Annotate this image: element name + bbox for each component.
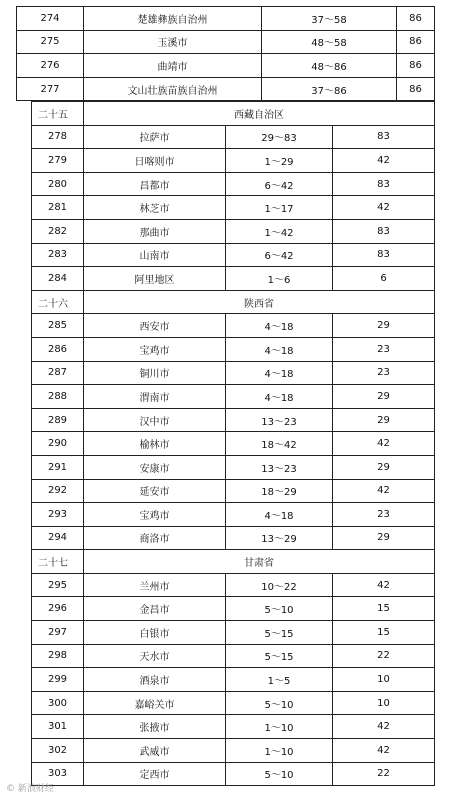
row-number: 295 <box>32 573 84 597</box>
range-value: 48～58 <box>262 30 397 54</box>
range-value: 5～10 <box>226 691 333 715</box>
city-name: 山南市 <box>84 243 226 267</box>
city-name: 定西市 <box>84 762 226 786</box>
row-number: 289 <box>32 408 84 432</box>
range-value: 48～86 <box>262 54 397 78</box>
city-name: 延安市 <box>84 479 226 503</box>
count-value: 10 <box>333 691 435 715</box>
table-row <box>17 77 435 101</box>
section-name: 陕西省 <box>84 290 435 314</box>
count-value: 23 <box>333 361 435 385</box>
range-value: 1～10 <box>226 715 333 739</box>
row-number: 275 <box>17 30 84 54</box>
count-value: 23 <box>333 337 435 361</box>
city-name: 汉中市 <box>84 408 226 432</box>
table-row <box>32 172 435 196</box>
table-row <box>32 762 435 786</box>
count-value: 29 <box>333 526 435 550</box>
city-name: 拉萨市 <box>84 125 226 149</box>
range-value: 1～17 <box>226 196 333 220</box>
province-table-main <box>31 101 435 786</box>
table-row <box>32 597 435 621</box>
row-number: 293 <box>32 503 84 527</box>
city-name: 文山壮族苗族自治州 <box>84 77 262 101</box>
row-number: 285 <box>32 314 84 338</box>
table-row <box>32 526 435 550</box>
range-value: 18～42 <box>226 432 333 456</box>
table-row <box>32 573 435 597</box>
city-name: 玉溪市 <box>84 30 262 54</box>
city-name: 宝鸡市 <box>84 337 226 361</box>
range-value: 6～42 <box>226 172 333 196</box>
table-row <box>32 503 435 527</box>
row-number: 280 <box>32 172 84 196</box>
row-number: 284 <box>32 267 84 291</box>
table-row <box>17 30 435 54</box>
row-number: 301 <box>32 715 84 739</box>
count-value: 22 <box>333 762 435 786</box>
table-row <box>17 7 435 31</box>
range-value: 5～15 <box>226 644 333 668</box>
section-number: 二十七 <box>32 550 84 574</box>
table-row <box>32 739 435 763</box>
row-number: 281 <box>32 196 84 220</box>
city-name: 昌都市 <box>84 172 226 196</box>
section-header-row <box>32 102 435 126</box>
section-name: 西藏自治区 <box>84 102 435 126</box>
range-value: 1～42 <box>226 219 333 243</box>
count-value: 42 <box>333 479 435 503</box>
range-value: 13～23 <box>226 408 333 432</box>
range-value: 5～10 <box>226 597 333 621</box>
row-number: 296 <box>32 597 84 621</box>
count-value: 83 <box>333 172 435 196</box>
row-number: 288 <box>32 385 84 409</box>
range-value: 1～29 <box>226 149 333 173</box>
range-value: 6～42 <box>226 243 333 267</box>
table-row <box>32 196 435 220</box>
count-value: 83 <box>333 219 435 243</box>
table-row <box>32 691 435 715</box>
count-value: 42 <box>333 715 435 739</box>
table-body-top <box>17 7 435 101</box>
city-name: 武威市 <box>84 739 226 763</box>
section-name: 甘肃省 <box>84 550 435 574</box>
count-value: 86 <box>397 54 435 78</box>
table-row <box>32 149 435 173</box>
row-number: 282 <box>32 219 84 243</box>
range-value: 4～18 <box>226 361 333 385</box>
row-number: 292 <box>32 479 84 503</box>
range-value: 5～15 <box>226 621 333 645</box>
city-name: 兰州市 <box>84 573 226 597</box>
city-name: 金昌市 <box>84 597 226 621</box>
city-name: 榆林市 <box>84 432 226 456</box>
row-number: 300 <box>32 691 84 715</box>
row-number: 287 <box>32 361 84 385</box>
table-row <box>32 715 435 739</box>
range-value: 18～29 <box>226 479 333 503</box>
count-value: 29 <box>333 455 435 479</box>
city-name: 日喀则市 <box>84 149 226 173</box>
table-row <box>32 361 435 385</box>
table-row <box>32 385 435 409</box>
range-value: 1～6 <box>226 267 333 291</box>
table-row <box>32 243 435 267</box>
range-value: 4～18 <box>226 503 333 527</box>
province-table-top <box>16 6 435 101</box>
row-number: 276 <box>17 54 84 78</box>
table-row <box>32 479 435 503</box>
city-name: 西安市 <box>84 314 226 338</box>
count-value: 15 <box>333 621 435 645</box>
count-value: 42 <box>333 432 435 456</box>
row-number: 283 <box>32 243 84 267</box>
count-value: 83 <box>333 243 435 267</box>
count-value: 22 <box>333 644 435 668</box>
city-name: 白银市 <box>84 621 226 645</box>
section-header-row <box>32 290 435 314</box>
city-name: 商洛市 <box>84 526 226 550</box>
city-name: 楚雄彝族自治州 <box>84 7 262 31</box>
row-number: 303 <box>32 762 84 786</box>
count-value: 23 <box>333 503 435 527</box>
city-name: 嘉峪关市 <box>84 691 226 715</box>
table-row <box>32 219 435 243</box>
city-name: 铜川市 <box>84 361 226 385</box>
range-value: 37～86 <box>262 77 397 101</box>
city-name: 那曲市 <box>84 219 226 243</box>
count-value: 86 <box>397 7 435 31</box>
count-value: 86 <box>397 30 435 54</box>
row-number: 279 <box>32 149 84 173</box>
row-number: 302 <box>32 739 84 763</box>
table-row <box>32 668 435 692</box>
city-name: 酒泉市 <box>84 668 226 692</box>
city-name: 天水市 <box>84 644 226 668</box>
count-value: 42 <box>333 196 435 220</box>
count-value: 6 <box>333 267 435 291</box>
count-value: 10 <box>333 668 435 692</box>
range-value: 4～18 <box>226 337 333 361</box>
count-value: 29 <box>333 314 435 338</box>
range-value: 4～18 <box>226 314 333 338</box>
row-number: 290 <box>32 432 84 456</box>
watermark: © 新浪财经 <box>6 784 54 794</box>
range-value: 1～10 <box>226 739 333 763</box>
count-value: 42 <box>333 149 435 173</box>
count-value: 86 <box>397 77 435 101</box>
city-name: 张掖市 <box>84 715 226 739</box>
range-value: 4～18 <box>226 385 333 409</box>
table-row <box>32 125 435 149</box>
table-row <box>32 644 435 668</box>
city-name: 宝鸡市 <box>84 503 226 527</box>
table-body-main <box>32 102 435 786</box>
city-name: 安康市 <box>84 455 226 479</box>
row-number: 299 <box>32 668 84 692</box>
row-number: 274 <box>17 7 84 31</box>
range-value: 37～58 <box>262 7 397 31</box>
range-value: 13～29 <box>226 526 333 550</box>
table-row <box>32 314 435 338</box>
range-value: 5～10 <box>226 762 333 786</box>
row-number: 277 <box>17 77 84 101</box>
city-name: 曲靖市 <box>84 54 262 78</box>
range-value: 1～5 <box>226 668 333 692</box>
table-row <box>32 455 435 479</box>
table-row <box>17 54 435 78</box>
table-row <box>32 408 435 432</box>
row-number: 294 <box>32 526 84 550</box>
table-row <box>32 621 435 645</box>
range-value: 10～22 <box>226 573 333 597</box>
table-row <box>32 432 435 456</box>
section-header-row <box>32 550 435 574</box>
row-number: 278 <box>32 125 84 149</box>
row-number: 286 <box>32 337 84 361</box>
count-value: 42 <box>333 573 435 597</box>
row-number: 297 <box>32 621 84 645</box>
city-name: 林芝市 <box>84 196 226 220</box>
count-value: 42 <box>333 739 435 763</box>
table-row <box>32 267 435 291</box>
row-number: 298 <box>32 644 84 668</box>
range-value: 13～23 <box>226 455 333 479</box>
section-number: 二十五 <box>32 102 84 126</box>
section-number: 二十六 <box>32 290 84 314</box>
count-value: 83 <box>333 125 435 149</box>
city-name: 渭南市 <box>84 385 226 409</box>
row-number: 291 <box>32 455 84 479</box>
table-row <box>32 337 435 361</box>
count-value: 29 <box>333 385 435 409</box>
city-name: 阿里地区 <box>84 267 226 291</box>
count-value: 15 <box>333 597 435 621</box>
count-value: 29 <box>333 408 435 432</box>
range-value: 29～83 <box>226 125 333 149</box>
